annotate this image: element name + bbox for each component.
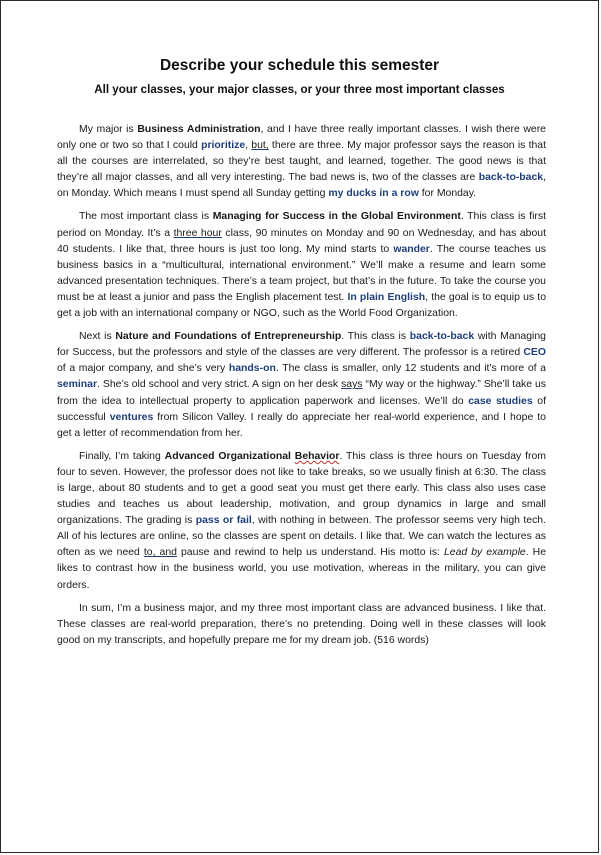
vocab-highlight: back-to-back	[409, 331, 475, 343]
vocab-highlight: prioritize	[201, 140, 246, 152]
bold-term: Managing for Success in the Global Environment	[212, 211, 461, 223]
vocab-highlight: seminar	[57, 379, 98, 391]
paragraph-5: In sum, I’m a business major, and my three most important class are advanced business. I like that. These classes are real-world preparation, there’s no pretending. Doing well in these classes will look good on my transcripts, and hopefully prepare me for my dream job. (516 words)	[57, 602, 546, 646]
vocab-highlight: wander	[393, 243, 430, 255]
vocab-highlight: case studies	[468, 395, 533, 407]
document-title: Describe your schedule this semester	[159, 57, 440, 74]
italic-motto: Lead by example	[443, 547, 526, 559]
vocab-highlight: my ducks in a row	[328, 188, 419, 200]
grammar-underline: three hour	[173, 227, 222, 239]
grammar-underline: says	[341, 379, 363, 391]
bold-term: Advanced Organizational	[164, 450, 295, 462]
vocab-highlight: In plain English	[347, 291, 426, 303]
spelling-squiggle: Behavior	[294, 450, 340, 462]
vocab-highlight: ventures	[109, 411, 154, 423]
grammar-underline: but,	[251, 140, 269, 152]
essay-body	[57, 122, 546, 656]
vocab-highlight: pass or fail	[195, 515, 252, 527]
paragraph-2: The most important class is Managing for Success in the Global Environment. This class is first period on Monday. It’s a three hour class, 90 minutes on Monday and 90 on Wednesday, and has about 40 students. I like that, three hours is just too long. My mind starts to wander. The course teaches us business basics in a “multicultural, international environment.” We’ll make a resume and learn some advanced presentation techniques. There’s a team project, but that’s in the future. To take the course you must be at least a junior and pass the English placement test. In plain English, the goal is to equip us to get a job with an international company or NGO, such as the World Food Organization.	[57, 211, 546, 320]
paragraph-3: Next is Nature and Foundations of Entrepreneurship. This class is back-to-back with Managing for Success, but the professors and style of the classes are very different. The professor is a retired CEO of a major company, and she’s very hands-on. The class is smaller, only 12 students and it’s more of a seminar. She’s old school and very strict. A sign on her desk says “My way or the highway.” She’ll take us from the idea to intellectual property to application paperwork and licenses. We’ll do case studies of successful ventures from Silicon Valley. I really do appreciate her real-world experience, and I hope to get a letter of recommendation from her.	[57, 331, 547, 439]
vocab-highlight: back-to-back	[478, 172, 544, 184]
document-subtitle: All your classes, your major classes, or your three most important classes	[94, 83, 505, 96]
bold-term: Nature and Foundations of Entrepreneurship	[115, 331, 342, 343]
paragraph-4: Finally, I’m taking Advanced Organizational Behavior. This class is three hours on Tuesday from four to seven. However, the professor does not like to take breaks, so we usually finish at 6:30. The class is large, about 80 students and to get a good seat you must get there early. This class also uses case studies and teaches us about leadership, motivation, and group dynamics in large and small organizations. The grading is pass or fail, with nothing in between. The professor seems very high tech. All of his lectures are online, so the classes are spent on details. I like that. We can watch the lectures as often as we need to, and pause and rewind to help us understand. His motto is: Lead by example. He likes to contrast how in the business world, you use motivation, whereas in the military, you can give orders.	[57, 450, 546, 591]
vocab-highlight: CEO	[523, 347, 546, 359]
bold-term: Business Administration	[137, 124, 261, 135]
vocab-highlight: hands-on	[228, 363, 276, 375]
paragraph-1: My major is Business Administration, and I have three really important classes. I wish there were only one or two so that I could prioritize, but, there are three. My major professor says the reason is that all the courses are interrelated, so they’re best taught, and learned, together. The good news is that they’re all major classes, and all very interesting. The bad news is, two of the classes are back-to-back, on Monday. Which means I must spend all Sunday getting my ducks in a row for Monday.	[57, 124, 546, 200]
grammar-underline: to, and	[143, 547, 177, 559]
